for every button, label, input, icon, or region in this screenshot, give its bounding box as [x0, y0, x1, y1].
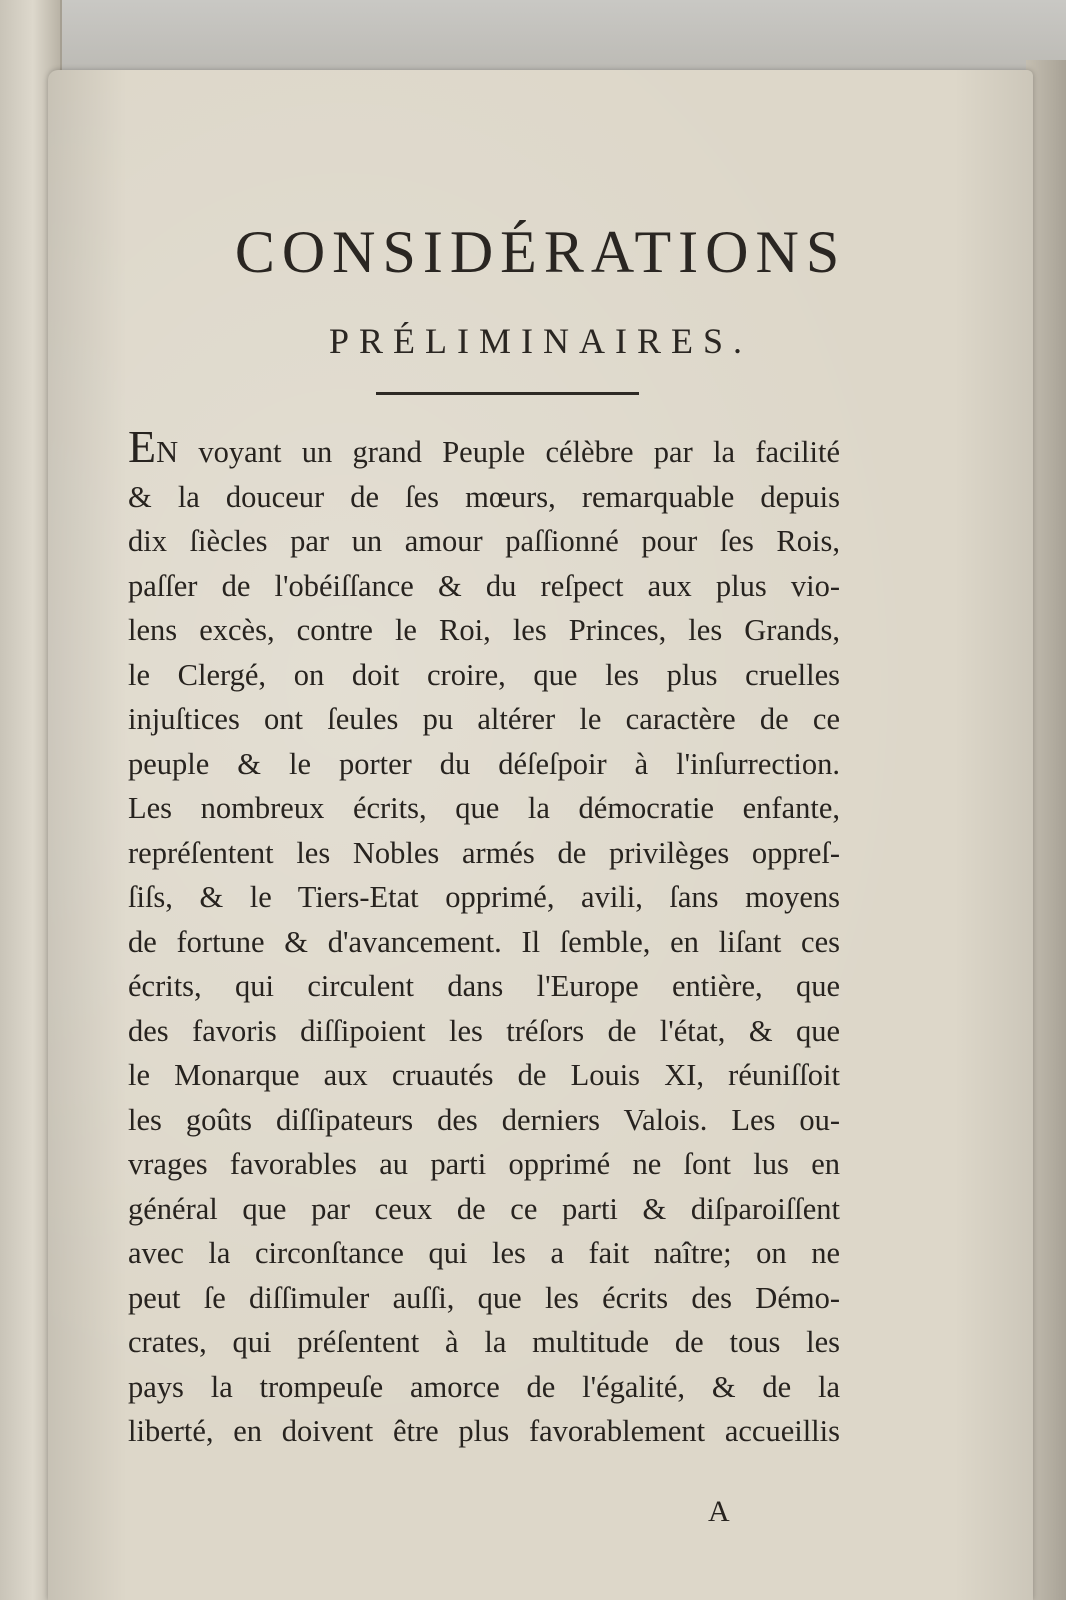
- page-subtitle: PRÉLIMINAIRES.: [328, 321, 752, 361]
- text-line: paſſer de l'obéiſſance & du reſpect aux plus vio-: [128, 568, 840, 603]
- text-line: général que par ceux de ce parti & diſparoiſſent: [128, 1191, 840, 1226]
- text-line: liberté, en doivent être plus favorablement accueillis: [128, 1414, 840, 1448]
- text-line: peuple & le porter du déſeſpoir à l'inſurrection.: [128, 746, 840, 781]
- text-line: Les nombreux écrits, que la démocratie enfante,: [128, 791, 840, 825]
- text-line: lens excès, contre le Roi, les Princes, les Grands,: [128, 613, 840, 647]
- text-line: injuſtices ont ſeules pu altérer le caractère de ce: [128, 702, 840, 736]
- signature-mark: A: [708, 1495, 730, 1528]
- book-page: [48, 70, 1033, 1600]
- first-line-rest: N voyant un grand Peuple célèbre par la facilité: [156, 435, 840, 469]
- text-line: avec la circonſtance qui les a fait naître; on ne: [128, 1236, 840, 1270]
- text-line: le Monarque aux cruautés de Louis XI, réuniſſoit: [128, 1058, 840, 1092]
- drop-cap: E: [128, 421, 157, 472]
- text-line: pays la trompeuſe amorce de l'égalité, & de la: [128, 1369, 840, 1404]
- text-line: peut ſe diſſimuler auſſi, que les écrits des Démo-: [128, 1280, 840, 1315]
- text-line: écrits, qui circulent dans l'Europe entière, que: [128, 969, 840, 1003]
- text-line-first: [128, 421, 840, 475]
- text-line: dix ſiècles par un amour paſſionné pour ſes Rois,: [128, 524, 840, 558]
- text-line: vrages favorables au parti opprimé ne ſont lus en: [128, 1147, 840, 1181]
- text-line: de fortune & d'avancement. Il ſemble, en liſant ces: [128, 924, 840, 959]
- text-line: & la douceur de ſes mœurs, remarquable depuis: [128, 479, 840, 514]
- body-text: [128, 421, 840, 1454]
- page-title: CONSIDÉRATIONS: [234, 219, 847, 285]
- text-line: ſiſs, & le Tiers-Etat opprimé, avili, ſans moyens: [128, 880, 840, 914]
- text-line: des favoris diſſipoient les tréſors de l'état, & que: [128, 1013, 840, 1048]
- text-line: repréſentent les Nobles armés de privilèges oppreſ-: [128, 835, 840, 870]
- title-rule: [376, 392, 639, 395]
- text-line: le Clergé, on doit croire, que les plus cruelles: [128, 657, 840, 692]
- text-line: crates, qui préſentent à la multitude de tous les: [128, 1325, 840, 1359]
- text-line: les goûts diſſipateurs des derniers Valois. Les ou-: [128, 1102, 840, 1137]
